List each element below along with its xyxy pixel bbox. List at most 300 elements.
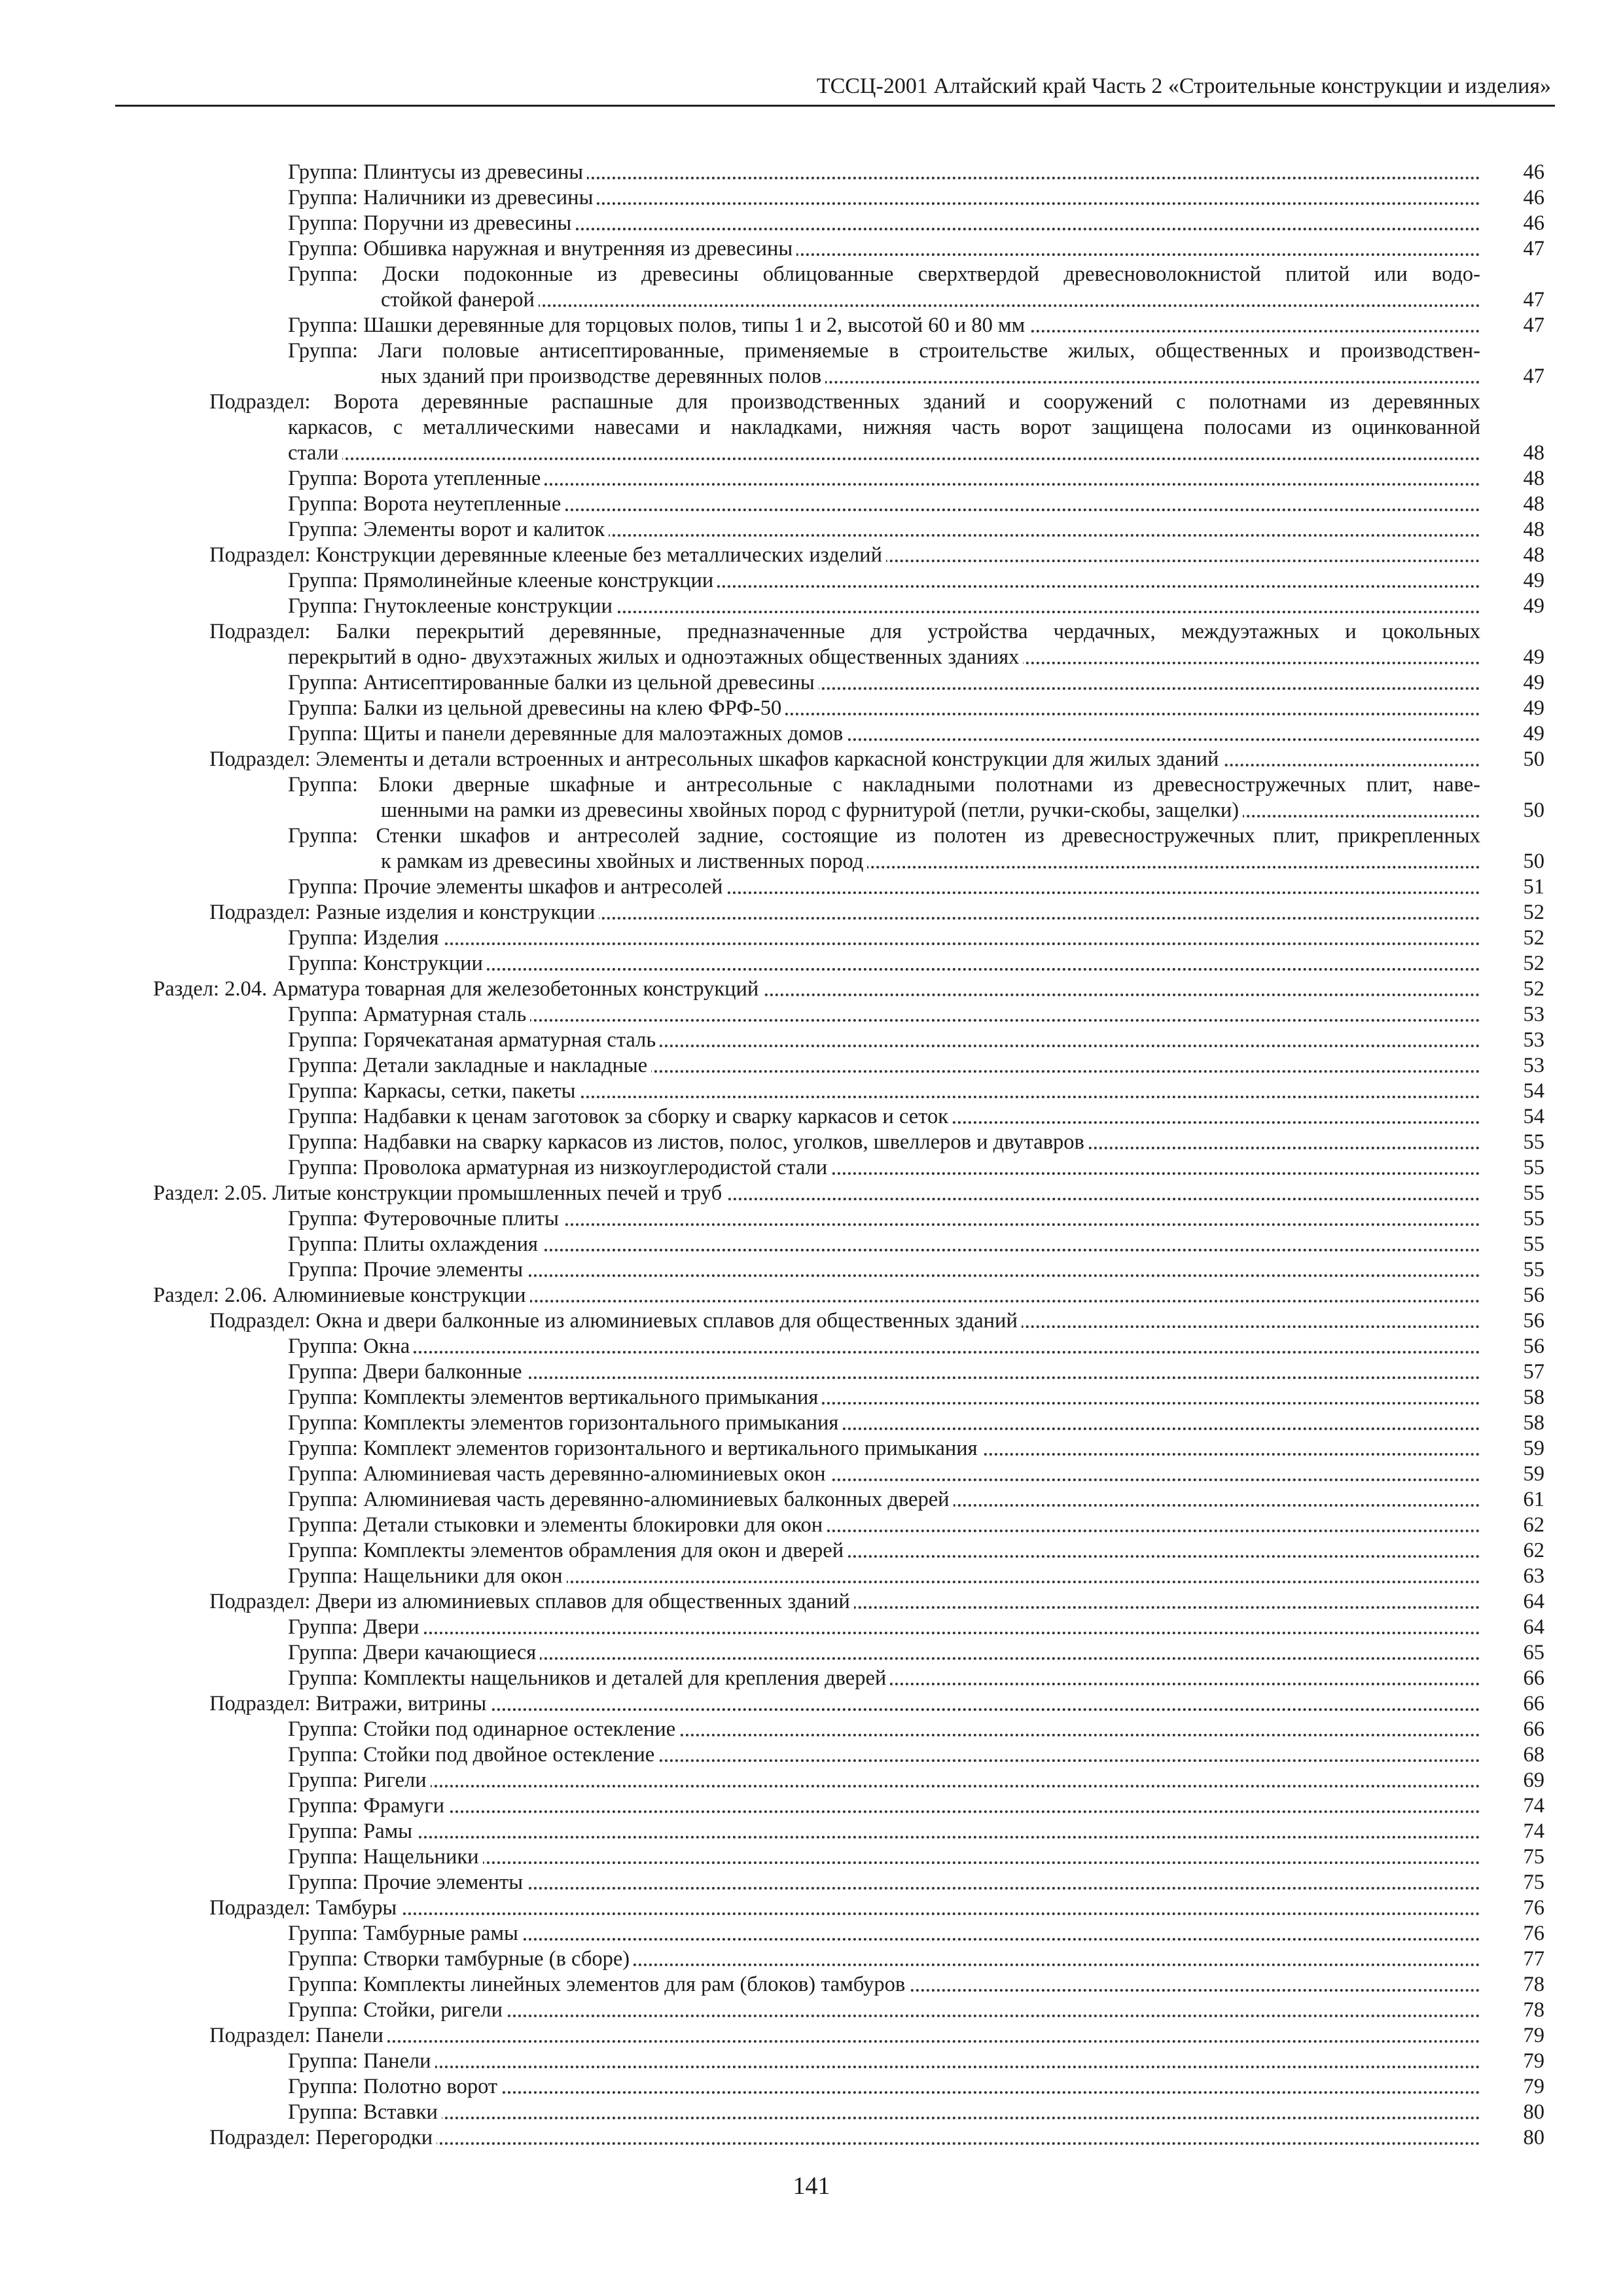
toc-page-number: 46 bbox=[1523, 160, 1544, 184]
toc-entry[interactable] bbox=[0, 772, 1623, 823]
toc-entry[interactable] bbox=[0, 1895, 1623, 1921]
toc-entry-text: Группа: Плинтусы из древесины bbox=[288, 160, 587, 184]
toc-entry-title bbox=[209, 543, 1480, 568]
toc-entry-text: Группа: Панели bbox=[288, 2049, 435, 2073]
toc-entry[interactable] bbox=[0, 338, 1623, 389]
toc-entry-title bbox=[288, 262, 1480, 313]
toc-page-number: 66 bbox=[1523, 1666, 1544, 1690]
toc-entry-text: Группа: Комплекты нащельников и деталей для крепления дверей bbox=[288, 1666, 890, 1690]
toc-page-number: 56 bbox=[1523, 1335, 1544, 1358]
toc-entry-text: Группа: Ворота утепленные bbox=[288, 467, 544, 490]
dot-leader bbox=[288, 942, 1480, 945]
toc-entry-title bbox=[288, 1410, 1480, 1436]
dot-leader bbox=[381, 304, 1480, 307]
toc-entry-text: Группа: Ворота неутепленные bbox=[288, 492, 565, 516]
toc-page-number: 50 bbox=[1523, 850, 1544, 873]
toc-entry-title bbox=[288, 313, 1480, 338]
toc-entry-text: Группа: Стойки, ригели bbox=[288, 1998, 507, 2022]
toc-entry-text: Раздел: 2.05. Литые конструкции промышленных печей и труб bbox=[153, 1181, 726, 1205]
toc-entry-title bbox=[209, 900, 1480, 925]
toc-page-number: 78 bbox=[1523, 1973, 1544, 1996]
toc-entry[interactable] bbox=[0, 211, 1623, 236]
toc-page-number: 54 bbox=[1523, 1105, 1544, 1128]
toc-page-number: 61 bbox=[1523, 1488, 1544, 1511]
toc-entry-title bbox=[288, 1079, 1480, 1104]
toc-page-number: 64 bbox=[1523, 1590, 1544, 1613]
toc-page-number: 79 bbox=[1523, 2024, 1544, 2047]
dot-leader bbox=[288, 2066, 1480, 2068]
toc-entry-text: ных зданий при производстве деревянных полов bbox=[381, 365, 825, 388]
toc-page-number: 65 bbox=[1523, 1641, 1544, 1664]
toc-entry-text: Группа: Алюминиевая часть деревянно-алюминиевых балконных дверей bbox=[288, 1488, 954, 1511]
toc-entry[interactable] bbox=[0, 1206, 1623, 1232]
toc-entry-text: Группа: Тамбурные рамы bbox=[288, 1922, 522, 1945]
toc-entry-text: Группа: Вставки bbox=[288, 2100, 442, 2124]
toc-page-number: 52 bbox=[1523, 977, 1544, 1001]
toc-entry[interactable] bbox=[0, 2125, 1623, 2151]
toc-entry-text: стали bbox=[288, 441, 342, 465]
toc-entry-title bbox=[288, 594, 1480, 619]
toc-entry-text: Группа: Рамы bbox=[288, 1820, 416, 1843]
toc-entry[interactable] bbox=[0, 1028, 1623, 1053]
toc-entry[interactable] bbox=[0, 262, 1623, 313]
toc-entry[interactable] bbox=[0, 313, 1623, 338]
toc-page-number: 62 bbox=[1523, 1513, 1544, 1537]
toc-entry[interactable] bbox=[0, 900, 1623, 925]
toc-entry-text: Подраздел: Панели bbox=[209, 2024, 387, 2047]
toc-entry[interactable] bbox=[0, 1308, 1623, 1334]
toc-page-number: 50 bbox=[1523, 798, 1544, 822]
toc-entry-text: Группа: Проволока арматурная из низкоуглеродистой стали bbox=[288, 1156, 831, 1179]
toc-entry-title bbox=[288, 670, 1480, 696]
toc-entry[interactable] bbox=[0, 1359, 1623, 1385]
toc-entry[interactable] bbox=[0, 1844, 1623, 1870]
toc-entry[interactable] bbox=[0, 1640, 1623, 1666]
toc-page-number: 48 bbox=[1523, 467, 1544, 490]
toc-entry[interactable] bbox=[0, 1513, 1623, 1538]
toc-page-number: 49 bbox=[1523, 569, 1544, 592]
toc-entry-text: Группа: Ригели bbox=[288, 1768, 431, 1792]
toc-entry-text: Группа: Детали закладные и накладные bbox=[288, 1054, 651, 1077]
toc-entry-title bbox=[288, 2049, 1480, 2074]
toc-page-number: 47 bbox=[1523, 288, 1544, 312]
toc-page-number: 53 bbox=[1523, 1028, 1544, 1052]
toc-entry-title bbox=[209, 389, 1480, 466]
toc-page-number: 74 bbox=[1523, 1820, 1544, 1843]
toc-entry-title bbox=[288, 1844, 1480, 1870]
toc-entry[interactable] bbox=[0, 1104, 1623, 1130]
toc-entry-title bbox=[209, 1895, 1480, 1921]
toc-page-number: 64 bbox=[1523, 1615, 1544, 1639]
toc-entry[interactable] bbox=[0, 1589, 1623, 1615]
toc-entry[interactable] bbox=[0, 1232, 1623, 1257]
toc-entry-title bbox=[288, 517, 1480, 543]
toc-page-number: 55 bbox=[1523, 1258, 1544, 1282]
toc-page-number: 74 bbox=[1523, 1794, 1544, 1818]
toc-page-number: 75 bbox=[1523, 1845, 1544, 1869]
toc-entry-text: Группа: Надбавки к ценам заготовок за сборку и сварку каркасов и сеток bbox=[288, 1105, 952, 1128]
toc-entry-title bbox=[288, 1462, 1480, 1487]
toc-page-number: 69 bbox=[1523, 1768, 1544, 1792]
toc-entry[interactable] bbox=[0, 1615, 1623, 1640]
toc-entry-text: Группа: Блоки дверные шкафные и антресольные с накладными полотнами из древесностружечных плит, наве- bbox=[288, 773, 1480, 797]
toc-entry-text: Группа: Прочие элементы bbox=[288, 1258, 527, 1282]
toc-page-number: 55 bbox=[1523, 1181, 1544, 1205]
toc-entry-title bbox=[288, 1436, 1480, 1462]
toc-entry-text: Группа: Детали стыковки и элементы блокировки для окон bbox=[288, 1513, 827, 1537]
toc-entry-text: Подраздел: Ворота деревянные распашные для производственных зданий и сооружений с полотнами из деревянных bbox=[209, 390, 1480, 414]
toc-entry-text: Группа: Нащельники для окон bbox=[288, 1564, 567, 1588]
toc-page-number: 47 bbox=[1523, 237, 1544, 260]
dot-leader bbox=[288, 1836, 1480, 1839]
toc-entry[interactable] bbox=[0, 389, 1623, 466]
toc-entry-title bbox=[288, 185, 1480, 211]
toc-entry-text: каркасов, с металлическими навесами и накладками, нижняя часть ворот защищена полосами из оцинкованной bbox=[288, 416, 1480, 439]
toc-entry-title bbox=[288, 1130, 1480, 1155]
toc-entry-title bbox=[288, 160, 1480, 185]
toc-entry-title bbox=[288, 1742, 1480, 1768]
toc-entry-text: Группа: Окна bbox=[288, 1335, 414, 1358]
toc-page-number: 47 bbox=[1523, 314, 1544, 337]
toc-page-number: 48 bbox=[1523, 492, 1544, 516]
toc-page-number: 55 bbox=[1523, 1130, 1544, 1154]
toc-entry-text: Группа: Футеровочные плиты bbox=[288, 1207, 563, 1230]
toc-entry-text: Группа: Обшивка наружная и внутренняя из древесины bbox=[288, 237, 796, 260]
toc-entry[interactable] bbox=[0, 2023, 1623, 2049]
toc-page-number: 66 bbox=[1523, 1717, 1544, 1741]
toc-entry-title bbox=[288, 1666, 1480, 1691]
toc-entry-title bbox=[288, 721, 1480, 747]
toc-entry-text: Группа: Комплекты линейных элементов для рам (блоков) тамбуров bbox=[288, 1973, 909, 1996]
toc-entry-title bbox=[288, 1053, 1480, 1079]
toc-entry-text: Группа: Наличники из древесины bbox=[288, 186, 597, 209]
toc-entry-text: Подраздел: Элементы и детали встроенных и антресольных шкафов каркасной конструкции для жилых зданий bbox=[209, 747, 1222, 771]
toc-entry-text: Группа: Комплект элементов горизонтального и вертикального примыкания bbox=[288, 1437, 982, 1460]
toc-entry-title bbox=[288, 1334, 1480, 1359]
toc-page-number: 54 bbox=[1523, 1079, 1544, 1103]
toc-page-number: 59 bbox=[1523, 1462, 1544, 1486]
toc-page-number: 77 bbox=[1523, 1947, 1544, 1971]
toc-entry[interactable] bbox=[0, 1666, 1623, 1691]
toc-entry-title bbox=[209, 619, 1480, 670]
toc-entry-title bbox=[288, 696, 1480, 721]
toc-page-number: 53 bbox=[1523, 1003, 1544, 1026]
toc-entry[interactable] bbox=[0, 874, 1623, 900]
toc-page-number: 76 bbox=[1523, 1922, 1544, 1945]
toc-entry[interactable] bbox=[0, 236, 1623, 262]
toc-page-number: 76 bbox=[1523, 1896, 1544, 1920]
toc-entry-text: Подраздел: Конструкции деревянные клееные без металлических изделий bbox=[209, 543, 886, 567]
toc-entry[interactable] bbox=[0, 670, 1623, 696]
toc-page-number: 58 bbox=[1523, 1411, 1544, 1435]
toc-entry-text: Группа: Лаги половые антисептированные, применяемые в строительстве жилых, общественных и производствен- bbox=[288, 339, 1480, 363]
toc-page-number: 79 bbox=[1523, 2049, 1544, 2073]
toc-page-number: 49 bbox=[1523, 696, 1544, 720]
toc-entry[interactable] bbox=[0, 568, 1623, 594]
toc-entry-title bbox=[153, 1181, 1480, 1206]
toc-entry[interactable] bbox=[0, 1946, 1623, 1972]
toc-entry-text: перекрытий в одно- двухэтажных жилых и одноэтажных общественных зданиях bbox=[288, 645, 1023, 669]
dot-leader bbox=[288, 2117, 1480, 2119]
toc-entry-title bbox=[288, 1640, 1480, 1666]
toc-entry-title bbox=[288, 1972, 1480, 1998]
toc-entry-text: Группа: Нащельники bbox=[288, 1845, 483, 1869]
toc-entry[interactable] bbox=[0, 2100, 1623, 2125]
toc-entry-title bbox=[288, 1538, 1480, 1564]
toc-entry-title bbox=[288, 1921, 1480, 1946]
toc-page-number: 55 bbox=[1523, 1232, 1544, 1256]
toc-entry[interactable] bbox=[0, 823, 1623, 874]
toc-entry-text: Группа: Горячекатаная арматурная сталь bbox=[288, 1028, 660, 1052]
toc-entry-title bbox=[288, 951, 1480, 977]
toc-page-number: 52 bbox=[1523, 901, 1544, 924]
toc-entry-title bbox=[288, 1028, 1480, 1053]
toc-entry-text: Группа: Двери bbox=[288, 1615, 423, 1639]
toc-entry-text: Группа: Прочие элементы bbox=[288, 1871, 527, 1894]
toc-entry-title bbox=[288, 1002, 1480, 1028]
toc-page-number: 79 bbox=[1523, 2075, 1544, 2098]
toc-entry-text: Группа: Надбавки на сварку каркасов из листов, полос, уголков, швеллеров и двутавров bbox=[288, 1130, 1088, 1154]
toc-entry-title bbox=[288, 1870, 1480, 1895]
toc-page-number: 46 bbox=[1523, 211, 1544, 235]
toc-entry[interactable] bbox=[0, 747, 1623, 772]
toc-page-number: 49 bbox=[1523, 722, 1544, 745]
toc-entry-title bbox=[288, 1104, 1480, 1130]
toc-entry[interactable] bbox=[0, 1155, 1623, 1181]
toc-page-number: 47 bbox=[1523, 365, 1544, 388]
toc-entry-text: Группа: Стенки шкафов и антресолей задние, состоящие из полотен из древесностружечных плит, прикрепленных bbox=[288, 824, 1480, 848]
toc-page-number: 56 bbox=[1523, 1283, 1544, 1307]
toc-entry-text: Подраздел: Балки перекрытий деревянные, предназначенные для устройства чердачных, междуэтажных и цокольных bbox=[209, 620, 1480, 643]
toc-entry[interactable] bbox=[0, 1768, 1623, 1793]
toc-entry-title bbox=[288, 823, 1480, 874]
toc-entry-title bbox=[288, 1257, 1480, 1283]
toc-entry-text: Группа: Фрамуги bbox=[288, 1794, 448, 1818]
toc-entry-text: Подраздел: Разные изделия и конструкции bbox=[209, 901, 599, 924]
toc-entry[interactable] bbox=[0, 1079, 1623, 1104]
toc-entry-text: Группа: Комплекты элементов вертикального примыкания bbox=[288, 1386, 822, 1409]
toc-entry[interactable] bbox=[0, 517, 1623, 543]
toc-entry-title bbox=[209, 747, 1480, 772]
toc-entry[interactable] bbox=[0, 1487, 1623, 1513]
toc-entry-text: Группа: Двери балконные bbox=[288, 1360, 526, 1384]
toc-page-number: 58 bbox=[1523, 1386, 1544, 1409]
header-rule bbox=[115, 105, 1555, 107]
toc-entry-text: Подраздел: Окна и двери балконные из алюминиевых сплавов для общественных зданий bbox=[209, 1309, 1022, 1333]
dot-leader bbox=[288, 1810, 1480, 1813]
toc-entry-text: Группа: Элементы ворот и калиток bbox=[288, 518, 609, 541]
toc-entry-title bbox=[288, 1487, 1480, 1513]
toc-entry[interactable] bbox=[0, 1334, 1623, 1359]
toc-entry-title bbox=[209, 2125, 1480, 2151]
toc-entry[interactable] bbox=[0, 1793, 1623, 1819]
dot-leader bbox=[288, 1785, 1480, 1787]
toc-entry-text: Группа: Стойки под одинарное остекление bbox=[288, 1717, 679, 1741]
toc-entry-title bbox=[209, 1308, 1480, 1334]
toc-entry-title bbox=[288, 1998, 1480, 2023]
toc-entry-text: Группа: Прочие элементы шкафов и антресолей bbox=[288, 875, 726, 899]
toc-entry-title bbox=[288, 1385, 1480, 1410]
toc-entry-text: Группа: Двери качающиеся bbox=[288, 1641, 540, 1664]
toc-entry[interactable] bbox=[0, 925, 1623, 951]
toc-entry[interactable] bbox=[0, 1181, 1623, 1206]
toc-entry-title bbox=[209, 1691, 1480, 1717]
toc-entry[interactable] bbox=[0, 1742, 1623, 1768]
toc-page-number: 66 bbox=[1523, 1692, 1544, 1715]
dot-leader bbox=[209, 2040, 1480, 2043]
toc-entry-text: Группа: Конструкции bbox=[288, 952, 487, 975]
toc-entry-text: Группа: Плиты охлаждения bbox=[288, 1232, 542, 1256]
toc-entry-title bbox=[288, 772, 1480, 823]
toc-entry-title bbox=[288, 211, 1480, 236]
toc-entry-text: Группа: Прямолинейные клееные конструкции bbox=[288, 569, 717, 592]
toc-entry-title bbox=[288, 925, 1480, 951]
toc-entry-text: Группа: Балки из цельной древесины на клею ФРФ-50 bbox=[288, 696, 785, 720]
toc-entry-title bbox=[209, 1589, 1480, 1615]
toc-entry[interactable] bbox=[0, 1053, 1623, 1079]
toc-entry-text: Группа: Антисептированные балки из цельной древесины bbox=[288, 671, 819, 694]
toc-page-number: 55 bbox=[1523, 1156, 1544, 1179]
toc-entry[interactable] bbox=[0, 1998, 1623, 2023]
toc-entry-text: Группа: Стойки под двойное остекление bbox=[288, 1743, 658, 1767]
toc-entry-title bbox=[288, 1232, 1480, 1257]
toc-entry[interactable] bbox=[0, 696, 1623, 721]
toc-entry-text: Группа: Полотно ворот bbox=[288, 2075, 501, 2098]
running-header: ТССЦ-2001 Алтайский край Часть 2 «Строительные конструкции и изделия» bbox=[816, 74, 1551, 98]
toc-entry-title bbox=[288, 338, 1480, 389]
toc-entry-text: Группа: Комплекты элементов горизонтального примыкания bbox=[288, 1411, 842, 1435]
toc-entry-title bbox=[288, 1359, 1480, 1385]
toc-entry[interactable] bbox=[0, 1385, 1623, 1410]
toc-entry-title bbox=[288, 1946, 1480, 1972]
toc-entry-text: Подраздел: Перегородки bbox=[209, 2126, 437, 2149]
toc-page-number: 62 bbox=[1523, 1539, 1544, 1562]
toc-entry[interactable] bbox=[0, 721, 1623, 747]
toc-entry[interactable] bbox=[0, 1819, 1623, 1844]
toc-page-number: 59 bbox=[1523, 1437, 1544, 1460]
toc-page-number: 78 bbox=[1523, 1998, 1544, 2022]
toc-page-number: 57 bbox=[1523, 1360, 1544, 1384]
toc-page-number: 48 bbox=[1523, 518, 1544, 541]
toc-page-number: 53 bbox=[1523, 1054, 1544, 1077]
toc-entry[interactable] bbox=[0, 1410, 1623, 1436]
toc-entry-text: Группа: Шашки деревянные для торцовых полов, типы 1 и 2, высотой 60 и 80 мм bbox=[288, 314, 1029, 337]
toc-entry-title bbox=[209, 2023, 1480, 2049]
toc-page-number: 50 bbox=[1523, 747, 1544, 771]
toc-entry-title bbox=[288, 1615, 1480, 1640]
toc-entry-title bbox=[288, 1155, 1480, 1181]
toc-entry[interactable] bbox=[0, 492, 1623, 517]
toc-page-number: 49 bbox=[1523, 671, 1544, 694]
toc-entry-text: шенными на рамки из древесины хвойных пород с фурнитурой (петли, ручки-скобы, защелки) bbox=[381, 798, 1243, 822]
toc-entry-title bbox=[153, 977, 1480, 1002]
toc-entry[interactable] bbox=[0, 1130, 1623, 1155]
toc-page-number: 68 bbox=[1523, 1743, 1544, 1767]
toc-page-number: 55 bbox=[1523, 1207, 1544, 1230]
toc-entry[interactable] bbox=[0, 1691, 1623, 1717]
toc-entry-text: Группа: Створки тамбурные (в сборе) bbox=[288, 1947, 633, 1971]
toc-entry-text: Группа: Арматурная сталь bbox=[288, 1003, 530, 1026]
toc-entry[interactable] bbox=[0, 1257, 1623, 1283]
toc-entry[interactable] bbox=[0, 1921, 1623, 1946]
toc-page-number: 51 bbox=[1523, 875, 1544, 899]
toc-entry[interactable] bbox=[0, 1538, 1623, 1564]
toc-entry-title bbox=[288, 1513, 1480, 1538]
toc-entry-title bbox=[288, 1819, 1480, 1844]
toc-entry[interactable] bbox=[0, 1717, 1623, 1742]
dot-leader bbox=[288, 1351, 1480, 1354]
toc-page-number: 46 bbox=[1523, 186, 1544, 209]
toc-entry[interactable] bbox=[0, 543, 1623, 568]
toc-entry-text: Группа: Алюминиевая часть деревянно-алюминиевых окон bbox=[288, 1462, 830, 1486]
toc-entry-title bbox=[288, 1564, 1480, 1589]
toc-entry[interactable] bbox=[0, 2074, 1623, 2100]
toc-entry[interactable] bbox=[0, 1972, 1623, 1998]
toc-entry-text: стойкой фанерой bbox=[381, 288, 539, 312]
toc-page-number: 80 bbox=[1523, 2100, 1544, 2124]
page-number: 141 bbox=[793, 2172, 830, 2200]
toc-entry[interactable] bbox=[0, 1002, 1623, 1028]
toc-entry[interactable] bbox=[0, 1462, 1623, 1487]
toc-entry[interactable] bbox=[0, 977, 1623, 1002]
toc-entry-title bbox=[288, 568, 1480, 594]
toc-entry-text: Подраздел: Двери из алюминиевых сплавов для общественных зданий bbox=[209, 1590, 854, 1613]
toc-entry-text: Группа: Комплекты элементов обрамления для окон и дверей bbox=[288, 1539, 847, 1562]
toc-entry[interactable] bbox=[0, 1436, 1623, 1462]
toc-page-number: 63 bbox=[1523, 1564, 1544, 1588]
toc-page-number: 75 bbox=[1523, 1871, 1544, 1894]
toc-page-number: 49 bbox=[1523, 645, 1544, 669]
toc-entry-title bbox=[153, 1283, 1480, 1308]
toc-entry-title bbox=[288, 1768, 1480, 1793]
toc-page-number: 52 bbox=[1523, 926, 1544, 950]
toc-entry[interactable] bbox=[0, 619, 1623, 670]
toc-entry-text: к рамкам из древесины хвойных и лиственных пород bbox=[381, 850, 867, 873]
toc-entry-title bbox=[288, 236, 1480, 262]
toc-entry-title bbox=[288, 466, 1480, 492]
toc-entry[interactable] bbox=[0, 1564, 1623, 1589]
dot-leader bbox=[288, 1632, 1480, 1634]
toc-entry-text: Раздел: 2.04. Арматура товарная для железобетонных конструкций bbox=[153, 977, 762, 1001]
toc-entry-text: Группа: Гнутоклееные конструкции bbox=[288, 594, 616, 618]
toc-entry-text: Подраздел: Тамбуры bbox=[209, 1896, 401, 1920]
toc-entry-text: Группа: Изделия bbox=[288, 926, 442, 950]
toc-entry[interactable] bbox=[0, 185, 1623, 211]
toc-page-number: 56 bbox=[1523, 1309, 1544, 1333]
toc-entry[interactable] bbox=[0, 1870, 1623, 1895]
toc-entry-title bbox=[288, 1717, 1480, 1742]
toc-entry[interactable] bbox=[0, 2049, 1623, 2074]
toc-entry-text: Группа: Щиты и панели деревянные для малоэтажных домов bbox=[288, 722, 847, 745]
toc-entry-text: Подраздел: Витражи, витрины bbox=[209, 1692, 490, 1715]
toc-entry[interactable] bbox=[0, 951, 1623, 977]
toc-entry-title bbox=[288, 2074, 1480, 2100]
toc-page-number: 49 bbox=[1523, 594, 1544, 618]
toc-entry[interactable] bbox=[0, 1283, 1623, 1308]
toc-entry-title bbox=[288, 1206, 1480, 1232]
toc-entry[interactable] bbox=[0, 466, 1623, 492]
toc-page-number: 48 bbox=[1523, 543, 1544, 567]
toc-entry-title bbox=[288, 874, 1480, 900]
toc-page-number: 52 bbox=[1523, 952, 1544, 975]
toc-entry-text: Раздел: 2.06. Алюминиевые конструкции bbox=[153, 1283, 530, 1307]
toc-entry-title bbox=[288, 2100, 1480, 2125]
toc-entry-title bbox=[288, 1793, 1480, 1819]
toc-entry[interactable] bbox=[0, 594, 1623, 619]
dot-leader bbox=[288, 457, 1480, 460]
toc-entry-text: Группа: Поручни из древесины bbox=[288, 211, 575, 235]
toc-entry[interactable] bbox=[0, 160, 1623, 185]
